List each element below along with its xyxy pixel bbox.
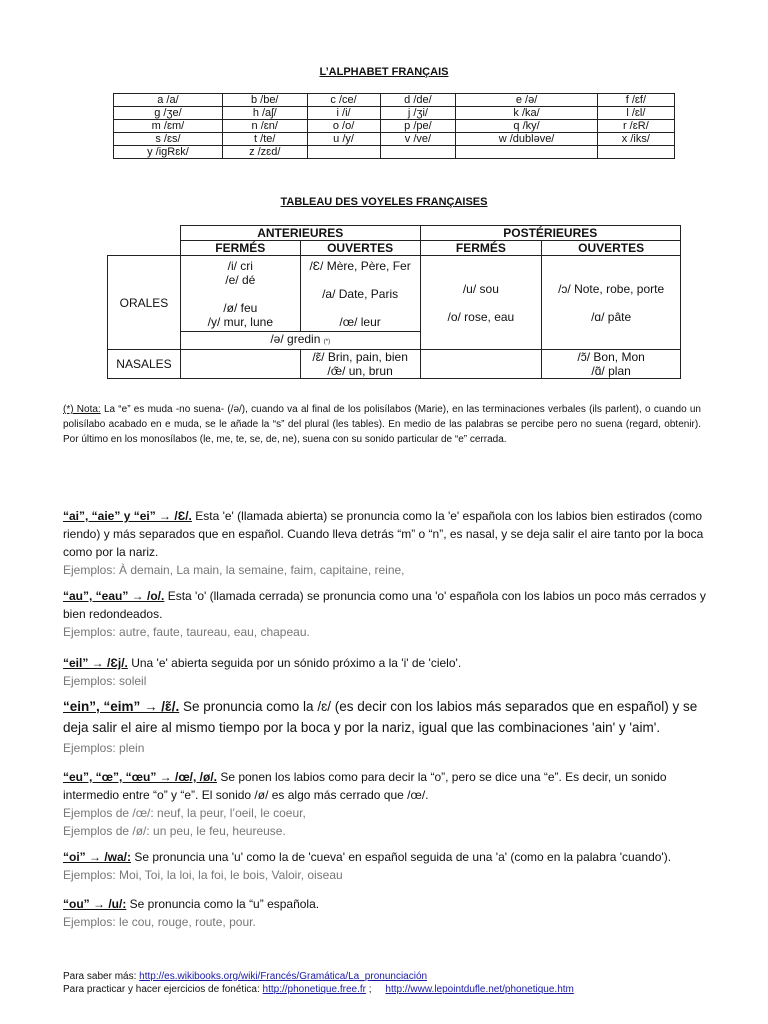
rule-block xyxy=(63,696,723,759)
rule-heading: “ein”, “eim” → /ɛ̃/. xyxy=(63,699,180,714)
footer-more xyxy=(63,970,427,983)
rule-heading: “ou” → /u/: xyxy=(63,897,127,911)
alphabet-cell: i /i/ xyxy=(307,107,380,120)
alphabet-cell: s /ɛs/ xyxy=(114,133,223,146)
vowels-table xyxy=(107,225,681,379)
alphabet-row xyxy=(114,120,675,133)
alphabet-cell xyxy=(597,146,674,159)
footer-more-label: Para saber más: xyxy=(63,971,140,982)
alphabet-cell: b /be/ xyxy=(222,94,307,107)
footer-practice xyxy=(63,983,574,996)
phonetique-free-link[interactable]: http://phonetique.free.fr xyxy=(262,984,366,995)
alphabet-cell: x /iks/ xyxy=(597,133,674,146)
footer-practice-label: Para practicar y hacer ejercicios de fonética: xyxy=(63,984,263,995)
anterieures-header: ANTERIEURES xyxy=(180,226,420,241)
ant-ouvertes-cell xyxy=(300,256,420,332)
alphabet-cell: v /ve/ xyxy=(380,133,456,146)
ant-fermes-header: FERMÉS xyxy=(180,241,300,256)
rule-text: Una 'e' abierta seguida por un sónido próximo a la 'i' de 'cielo'. xyxy=(127,656,462,670)
lepointdufle-link[interactable]: http://www.lepointdufle.net/phonetique.htm xyxy=(385,984,574,995)
ant-ouvertes-header: OUVERTES xyxy=(300,241,420,256)
post-ouvertes-header: OUVERTES xyxy=(542,241,681,256)
alphabet-cell: m /ɛm/ xyxy=(114,120,223,133)
rule-text: Esta 'e' (llamada abierta) se pronuncia como la 'e' española con los labios bien estirados (como riendo) y más separados que en español. Cuando lleva detrás “m” o “n”, es nasal, y se deja salir el aire tanto por la boca como por la nariz. xyxy=(63,509,704,559)
alphabet-cell xyxy=(456,146,597,159)
alphabet-cell: h /aʃ/ xyxy=(222,107,307,120)
alphabet-cell: e /ə/ xyxy=(456,94,597,107)
vowel-a: /a/ Date, Paris xyxy=(322,286,399,301)
alphabet-cell: d /de/ xyxy=(380,94,456,107)
nas-post-ouvertes-cell xyxy=(542,350,681,379)
alphabet-cell: a /a/ xyxy=(114,94,223,107)
note-label: (*) Nota: xyxy=(63,404,101,415)
post-ouvertes-cell xyxy=(542,256,681,350)
rule-heading: “oi” → /wa/: xyxy=(63,850,132,864)
alphabet-cell: y /igRɛk/ xyxy=(114,146,223,159)
footer-separator: ; xyxy=(365,984,386,995)
note-text: La “e” es muda -no suena- (/ə/), cuando va al final de los polisílabos (Marie), en las terminaciones verbales (ils parlent), o cuando un polisílabo acabado en e muda, se le añade la “s” del plural (les tables). En medio de las palabras se percibe pero no suena (regard, obtenir). Por último en los monosílabos (le, me, te, se, de, ne), suena con su sonido particular de “e” cerrada. xyxy=(63,404,701,445)
vowel-schwa: /ə/ gredin xyxy=(270,332,321,346)
alphabet-cell: k /ka/ xyxy=(456,107,597,120)
rule-example: Ejemplos: le cou, rouge, route, pour. xyxy=(63,915,256,929)
rule-example: Ejemplos: Moi, Toi, la loi, la foi, le bois, Valoir, oiseau xyxy=(63,868,343,882)
alphabet-cell: o /o/ xyxy=(307,120,380,133)
rule-text: Se pronuncia como la /ɛ/ (es decir con los labios más separados que en español) y se deja salir el aire al mismo tiempo por la boca y por la nariz, igual que las combinaciones 'ain' y 'aim'. xyxy=(63,699,698,735)
alphabet-cell: j /ʒi/ xyxy=(380,107,456,120)
rule-example: Ejemplos de /ø/: un peu, le feu, heureuse. xyxy=(63,824,286,838)
rule-block xyxy=(63,848,723,884)
nas-ant-fermes-cell xyxy=(180,350,300,379)
alphabet-cell: u /y/ xyxy=(307,133,380,146)
vowels-title: TABLEAU DES VOYELES FRANÇAISES xyxy=(280,196,488,208)
post-fermes-cell xyxy=(420,256,542,350)
vowel-o-slash: /ø/ feu xyxy=(223,300,258,315)
rule-example: Ejemplos: soleil xyxy=(63,674,147,688)
vowel-u: /u/ sou xyxy=(462,281,499,296)
vowel-back-a: /ɑ/ pâte xyxy=(591,309,632,324)
rule-block xyxy=(63,507,723,579)
orales-label: ORALES xyxy=(108,256,181,350)
posterieures-header: POSTÉRIEURES xyxy=(420,226,681,241)
nas-ant-ouvertes-cell xyxy=(300,350,420,379)
vowel-open-e: /Ɛ/ Mère, Père, Fer xyxy=(309,258,411,273)
rule-example: Ejemplos: À demain, La main, la semaine, faim, capitaine, reine, xyxy=(63,563,405,577)
alphabet-row xyxy=(114,94,675,107)
rule-example: Ejemplos de /œ/: neuf, la peur, l’oeil, le coeur, xyxy=(63,806,306,820)
rule-heading: “eu”, “œ”, “œu” → /œ/, /ø/. xyxy=(63,770,217,784)
alphabet-cell: t /te/ xyxy=(222,133,307,146)
vowel-i: /i/ cri xyxy=(227,258,253,273)
vowel-nasal-e: /ɛ̃/ Brin, pain, bien xyxy=(312,350,408,364)
rule-text: Se pronuncia como la “u” española. xyxy=(126,897,320,911)
vowel-open-o: /ɔ/ Note, robe, porte xyxy=(558,281,665,296)
schwa-note xyxy=(63,402,701,447)
rule-block xyxy=(63,895,723,931)
schwa-cell xyxy=(180,332,420,350)
alphabet-cell: c /ce/ xyxy=(307,94,380,107)
rule-heading: “ai”, “aie” y “ei” → /Ɛ/. xyxy=(63,509,192,523)
alphabet-cell: g /ʒe/ xyxy=(114,107,223,120)
vowel-nasal-a: /ɑ̃/ plan xyxy=(591,364,631,378)
vowel-y: /y/ mur, lune xyxy=(207,314,273,329)
alphabet-cell: n /ɛn/ xyxy=(222,120,307,133)
vowel-nasal-oe: /œ̃/ un, brun xyxy=(327,364,393,378)
wikibooks-link[interactable]: http://es.wikibooks.org/wiki/Francés/Gramática/La_pronunciación xyxy=(139,971,428,982)
post-fermes-header: FERMÉS xyxy=(420,241,542,256)
rule-text: Se pronuncia una 'u' como la de 'cueva' en español seguida de una 'a' (como en la palabra 'cuando'). xyxy=(131,850,672,864)
alphabet-title: L’ALPHABET FRANÇAIS xyxy=(319,66,449,78)
nasales-label: NASALES xyxy=(108,350,181,379)
alphabet-cell: z /zɛd/ xyxy=(222,146,307,159)
rule-example: Ejemplos: plein xyxy=(63,741,145,755)
nas-post-fermes-cell xyxy=(420,350,542,379)
alphabet-cell: q /ky/ xyxy=(456,120,597,133)
rule-heading: “eil” → /Ɛj/. xyxy=(63,656,128,670)
alphabet-cell: r /ɛR/ xyxy=(597,120,674,133)
alphabet-table xyxy=(113,93,675,159)
rule-block xyxy=(63,654,723,690)
vowel-oe: /œ/ leur xyxy=(339,314,381,329)
rule-heading: “au”, “eau” → /o/. xyxy=(63,589,165,603)
rule-block xyxy=(63,768,723,840)
ant-fermes-cell xyxy=(180,256,300,332)
alphabet-cell: p /pe/ xyxy=(380,120,456,133)
alphabet-cell xyxy=(307,146,380,159)
alphabet-row xyxy=(114,107,675,120)
alphabet-cell: l /ɛl/ xyxy=(597,107,674,120)
vowel-o: /o/ rose, eau xyxy=(447,309,515,324)
rule-text: Esta 'o' (llamada cerrada) se pronuncia como una 'o' española con los labios un poco más cerrados y bien redondeados. xyxy=(63,589,706,621)
vowel-nasal-o: /ɔ̃/ Bon, Mon xyxy=(577,350,645,364)
rule-example: Ejemplos: autre, faute, taureau, eau, chapeau. xyxy=(63,625,310,639)
rule-text: Se ponen los labios como para decir la “o”, pero se dice una “e”. Es decir, un sonido intermedio entre “o” y “e”. El sonido /ø/ es algo más cerrado que /œ/. xyxy=(63,770,667,802)
alphabet-row xyxy=(114,146,675,159)
rule-block xyxy=(63,587,723,641)
vowel-e: /e/ dé xyxy=(225,272,256,287)
alphabet-row xyxy=(114,133,675,146)
schwa-note-mark: (*) xyxy=(323,339,331,345)
alphabet-cell: f /ɛf/ xyxy=(597,94,674,107)
alphabet-cell: w /dubləve/ xyxy=(456,133,597,146)
alphabet-cell xyxy=(380,146,456,159)
